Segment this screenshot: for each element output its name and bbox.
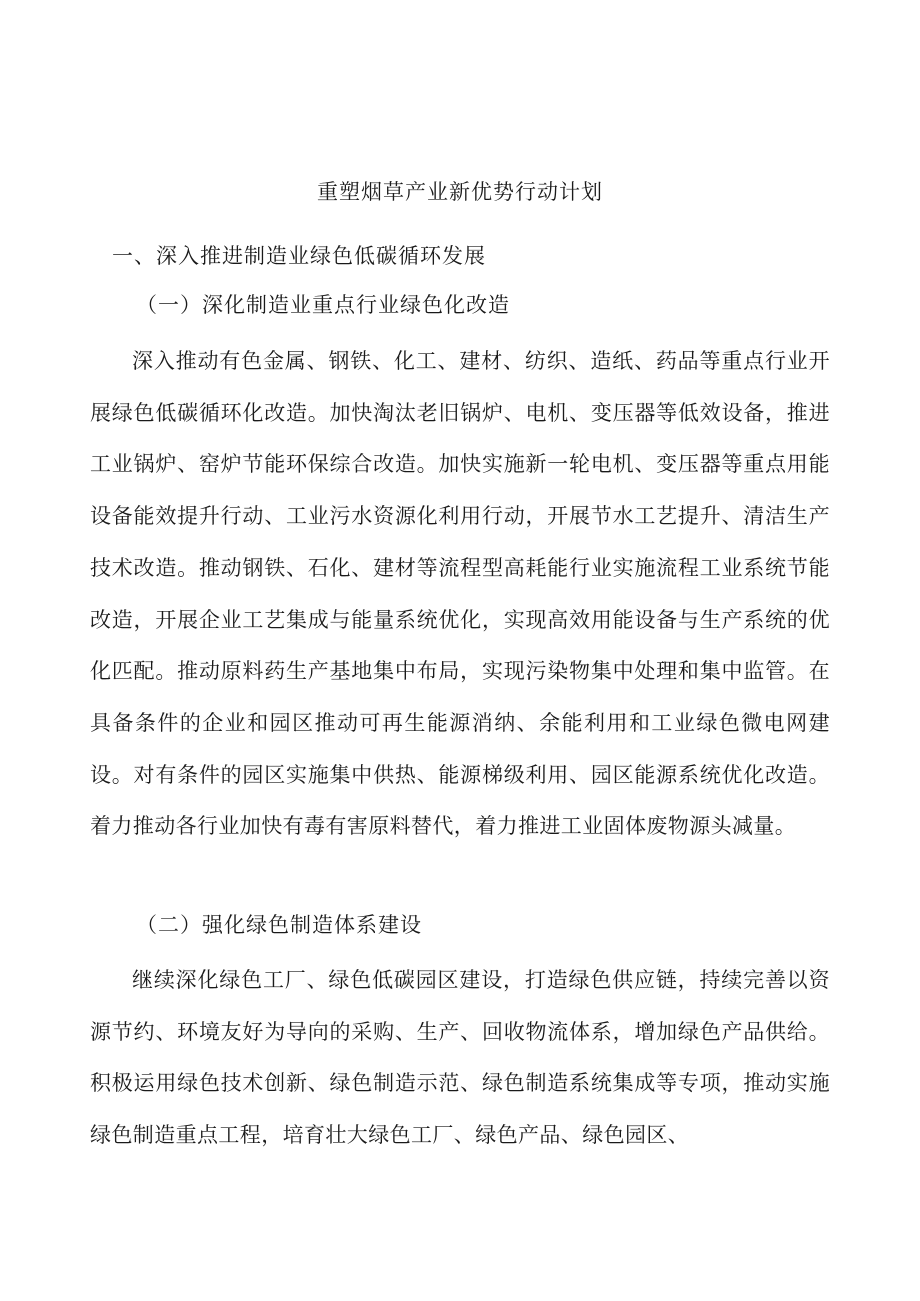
section-heading-1: 一、深入推进制造业绿色低碳循环发展	[112, 244, 486, 268]
paragraph-1: 深入推动有色金属、钢铁、化工、建材、纺织、造纸、药品等重点行业开展绿色低碳循环化改造。加快淘汰老旧锅炉、电机、变压器等低效设备，推进工业锅炉、窑炉节能环保综合改造。加快实施新一轮电机、变压器等重点用能设备能效提升行动、工业污水资源化利用行动，开展节水工艺提升、清洁生产技术改造。推动钢铁、石化、建材等流程型高耗能行业实施流程工业系统节能改造，开展企业工艺集成与能量系统优化，实现高效用能设备与生产系统的优化匹配。推动原料药生产基地集中布局，实现污染物集中处理和集中监管。在具备条件的企业和园区推动可再生能源消纳、余能利用和工业绿色微电网建设。对有条件的园区实施集中供热、能源梯级利用、园区能源系统优化改造。着力推动各行业加快有毒有害原料替代，着力推进工业固体废物源头减量。	[90, 349, 830, 839]
subsection-heading-2: （二）强化绿色制造体系建设	[136, 913, 422, 937]
document-title: 重塑烟草产业新优势行动计划	[317, 180, 603, 204]
paragraph-2: 继续深化绿色工厂、绿色低碳园区建设，打造绿色供应链，持续完善以资源节约、环境友好为导向的采购、生产、回收物流体系，增加绿色产品供给。积极运用绿色技术创新、绿色制造示范、绿色制造系统集成等专项，推动实施绿色制造重点工程，培育壮大绿色工厂、绿色产品、绿色园区、	[90, 968, 830, 1148]
subsection-heading-1: （一）深化制造业重点行业绿色化改造	[136, 293, 510, 317]
